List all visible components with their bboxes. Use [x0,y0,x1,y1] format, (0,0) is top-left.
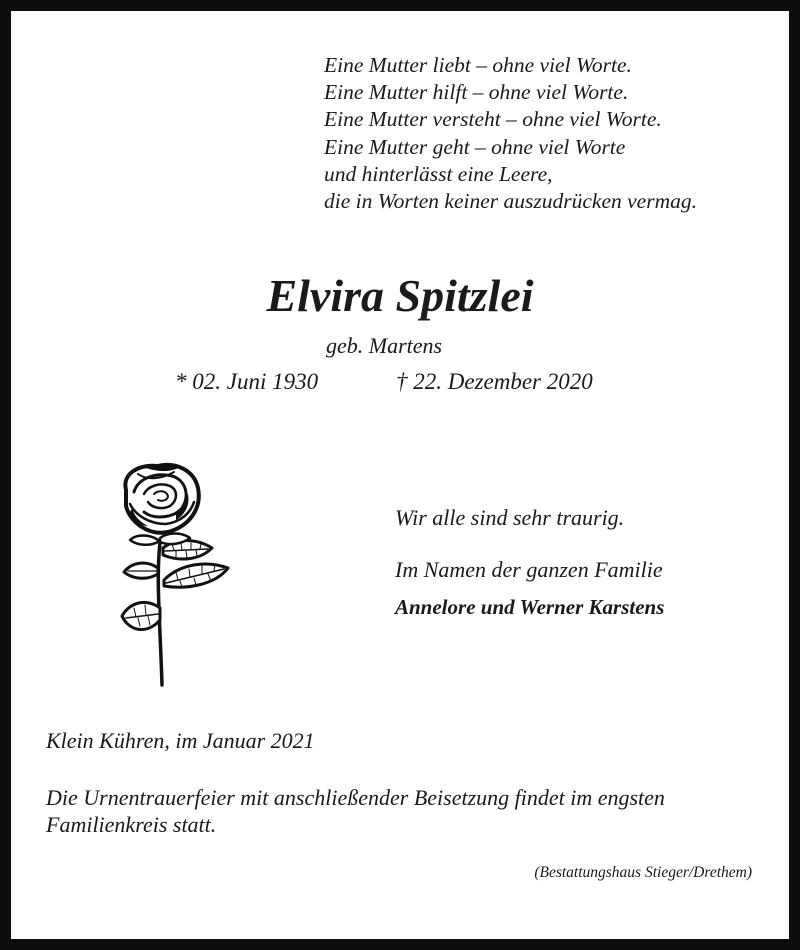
poem-line: Eine Mutter hilft – ohne viel Worte. [324,80,629,105]
poem-line: Eine Mutter liebt – ohne viel Worte. [324,53,632,77]
funeral-home: (Bestattungshaus Stieger/Drethem) [534,864,752,881]
poem-line: und hinterlässt eine Leere, [324,161,553,186]
poem-line: Eine Mutter geht – ohne viel Worte [324,134,626,159]
memorial-poem [324,52,697,215]
poem-line: Eine Mutter versteht – ohne viel Worte. [324,107,662,132]
maiden-name: geb. Martens [326,333,443,358]
condolence-line: Wir alle sind sehr traurig. [395,505,625,530]
poem-line: die in Worten keiner auszudrücken vermag. [324,189,697,214]
death-date: † 22. Dezember 2020 [396,369,593,394]
rose-icon [116,460,236,690]
on-behalf-line: Im Namen der ganzen Familie [395,557,663,582]
ceremony-note: Die Urnentrauerfeier mit anschließender Beisetzung findet im engsten Familienkreis statt. [46,785,665,837]
deceased-name: Elvira Spitzlei [266,270,534,321]
signers-names: Annelore und Werner Karstens [395,595,665,619]
place-and-date: Klein Kühren, im Januar 2021 [46,728,315,753]
birth-date: * 02. Juni 1930 [175,369,319,394]
